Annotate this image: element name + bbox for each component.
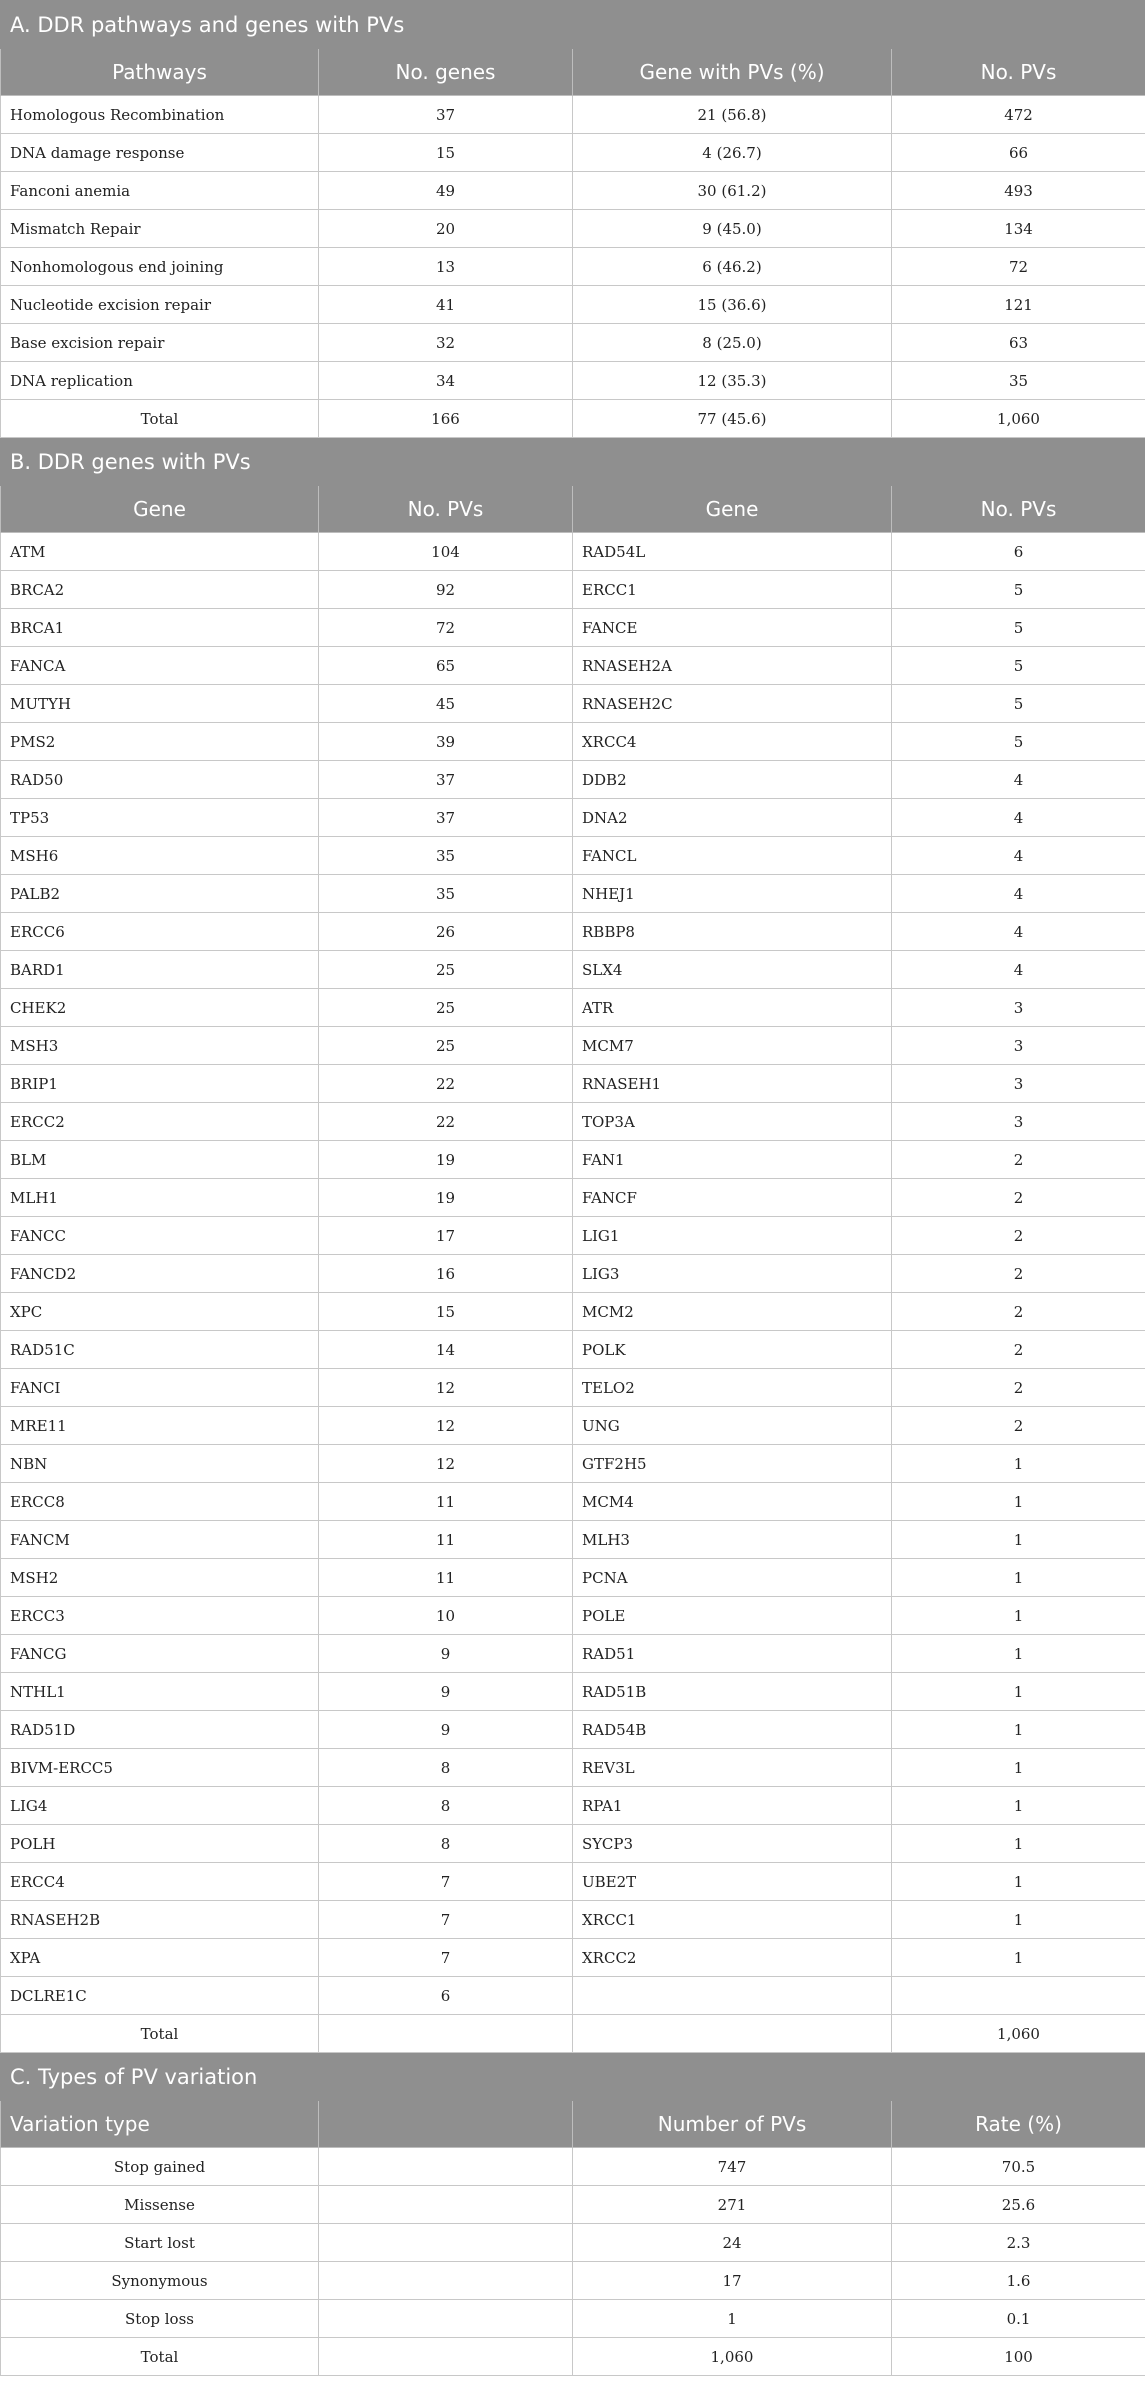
- table-cell: 17: [319, 1217, 573, 1255]
- table-cell: 1,060: [573, 2338, 892, 2376]
- table-cell: 6: [892, 533, 1145, 571]
- table-cell: ATR: [573, 989, 892, 1027]
- section-c-header-row: [1, 2101, 1145, 2148]
- table-cell: ATM: [1, 533, 319, 571]
- table-cell: POLK: [573, 1331, 892, 1369]
- table-cell: 11: [319, 1483, 573, 1521]
- table-row: [1, 210, 1145, 248]
- table-cell: 1,060: [892, 400, 1145, 438]
- table-cell: RNASEH2A: [573, 647, 892, 685]
- table-cell: 6 (46.2): [573, 248, 892, 286]
- table-cell: Total: [1, 2338, 319, 2376]
- table-cell: 63: [892, 324, 1145, 362]
- table-cell: POLE: [573, 1597, 892, 1635]
- table-cell: [319, 2262, 573, 2300]
- table-cell: MCM4: [573, 1483, 892, 1521]
- table-cell: [319, 2148, 573, 2186]
- section-c-title: C. Types of PV variation: [1, 2053, 1145, 2101]
- table-cell: ERCC1: [573, 571, 892, 609]
- table-cell: 15: [319, 134, 573, 172]
- table-cell: [319, 2186, 573, 2224]
- table-cell: MSH6: [1, 837, 319, 875]
- table-cell: 2: [892, 1217, 1145, 1255]
- table-cell: 34: [319, 362, 573, 400]
- table-row: [1, 1331, 1145, 1369]
- table-cell: 12: [319, 1369, 573, 1407]
- table-cell: 35: [319, 837, 573, 875]
- table-row: [1, 1787, 1145, 1825]
- table-cell: 65: [319, 647, 573, 685]
- table-row: [1, 761, 1145, 799]
- table-cell: 2: [892, 1141, 1145, 1179]
- table-cell: PMS2: [1, 723, 319, 761]
- table-cell: UBE2T: [573, 1863, 892, 1901]
- table-cell: TP53: [1, 799, 319, 837]
- table-cell: Total: [1, 400, 319, 438]
- table-cell: 2: [892, 1179, 1145, 1217]
- table-cell: RBBP8: [573, 913, 892, 951]
- table-cell: 1: [892, 1635, 1145, 1673]
- table-cell: [573, 1977, 892, 2015]
- table-row: [1, 1977, 1145, 2015]
- table-row: [1, 533, 1145, 571]
- table-row: [1, 1521, 1145, 1559]
- table-row: [1, 875, 1145, 913]
- table-cell: RAD51C: [1, 1331, 319, 1369]
- table-cell: 100: [892, 2338, 1145, 2376]
- table-cell: 493: [892, 172, 1145, 210]
- table-cell: 3: [892, 1103, 1145, 1141]
- table-row: [1, 609, 1145, 647]
- table-cell: XRCC1: [573, 1901, 892, 1939]
- table-cell: 1: [892, 1749, 1145, 1787]
- table-row: [1, 1939, 1145, 1977]
- table-cell: 5: [892, 571, 1145, 609]
- table-cell: 19: [319, 1179, 573, 1217]
- section-b-column-header: No. PVs: [319, 486, 573, 533]
- table-cell: 1: [892, 1483, 1145, 1521]
- table-row: [1, 1255, 1145, 1293]
- section-a-column-header: Gene with PVs (%): [573, 49, 892, 96]
- table-cell: TOP3A: [573, 1103, 892, 1141]
- table-cell: FANCF: [573, 1179, 892, 1217]
- table-cell: LIG4: [1, 1787, 319, 1825]
- table-cell: 5: [892, 685, 1145, 723]
- table-cell: FANCA: [1, 647, 319, 685]
- table-cell: [892, 1977, 1145, 2015]
- section-c-column-header: Rate (%): [892, 2101, 1145, 2148]
- table-cell: Missense: [1, 2186, 319, 2224]
- table-cell: DDB2: [573, 761, 892, 799]
- section-a-column-header: No. PVs: [892, 49, 1145, 96]
- table-cell: 19: [319, 1141, 573, 1179]
- table-cell: PALB2: [1, 875, 319, 913]
- table-cell: 2.3: [892, 2224, 1145, 2262]
- table-row: [1, 723, 1145, 761]
- table-cell: 1: [892, 1711, 1145, 1749]
- table-cell: 25: [319, 1027, 573, 1065]
- table-cell: 92: [319, 571, 573, 609]
- table-cell: 45: [319, 685, 573, 723]
- table-cell: RNASEH2B: [1, 1901, 319, 1939]
- table-cell: 72: [319, 609, 573, 647]
- table-cell: FANCL: [573, 837, 892, 875]
- table-cell: 49: [319, 172, 573, 210]
- table-cell: 11: [319, 1521, 573, 1559]
- table-cell: 41: [319, 286, 573, 324]
- section-b-title-row: [1, 438, 1145, 486]
- table-cell: 8 (25.0): [573, 324, 892, 362]
- table-cell: NTHL1: [1, 1673, 319, 1711]
- table-cell: RPA1: [573, 1787, 892, 1825]
- section-b-column-header: Gene: [573, 486, 892, 533]
- table-cell: 6: [319, 1977, 573, 2015]
- section-c-column-header: Variation type: [1, 2101, 319, 2148]
- table-cell: 22: [319, 1065, 573, 1103]
- section-b-column-header: No. PVs: [892, 486, 1145, 533]
- table-cell: 12 (35.3): [573, 362, 892, 400]
- table-cell: UNG: [573, 1407, 892, 1445]
- table-row: [1, 1635, 1145, 1673]
- table-cell: FANCE: [573, 609, 892, 647]
- table-cell: 1: [892, 1521, 1145, 1559]
- table-row: [1, 134, 1145, 172]
- section-c-total-row: [1, 2338, 1145, 2376]
- table-cell: 30 (61.2): [573, 172, 892, 210]
- table-cell: MSH3: [1, 1027, 319, 1065]
- table-cell: 134: [892, 210, 1145, 248]
- table-cell: MRE11: [1, 1407, 319, 1445]
- table-row: [1, 1673, 1145, 1711]
- table-cell: Total: [1, 2015, 319, 2053]
- table-cell: [319, 2300, 573, 2338]
- table-row: [1, 913, 1145, 951]
- table-cell: BRCA1: [1, 609, 319, 647]
- table-cell: 8: [319, 1749, 573, 1787]
- table-cell: 4: [892, 761, 1145, 799]
- table-cell: 3: [892, 1065, 1145, 1103]
- table-cell: BLM: [1, 1141, 319, 1179]
- table-cell: FANCI: [1, 1369, 319, 1407]
- section-b-header-row: [1, 486, 1145, 533]
- table-cell: 11: [319, 1559, 573, 1597]
- table-cell: 25: [319, 951, 573, 989]
- section-a-total-row: [1, 400, 1145, 438]
- table-cell: NHEJ1: [573, 875, 892, 913]
- table-cell: BIVM-ERCC5: [1, 1749, 319, 1787]
- table-cell: FANCM: [1, 1521, 319, 1559]
- table-cell: Nonhomologous end joining: [1, 248, 319, 286]
- table-cell: 1: [892, 1901, 1145, 1939]
- table-cell: MLH1: [1, 1179, 319, 1217]
- table-cell: 5: [892, 647, 1145, 685]
- table-cell: ERCC6: [1, 913, 319, 951]
- table-row: [1, 647, 1145, 685]
- table-row: [1, 951, 1145, 989]
- table-cell: Stop loss: [1, 2300, 319, 2338]
- table-cell: 5: [892, 609, 1145, 647]
- table-cell: 37: [319, 96, 573, 134]
- table-cell: 4 (26.7): [573, 134, 892, 172]
- section-c-column-header: Number of PVs: [573, 2101, 892, 2148]
- table-row: [1, 2224, 1145, 2262]
- table-cell: 2: [892, 1255, 1145, 1293]
- table-row: [1, 1559, 1145, 1597]
- table-cell: DNA replication: [1, 362, 319, 400]
- table-cell: 9 (45.0): [573, 210, 892, 248]
- table-cell: 35: [319, 875, 573, 913]
- table-row: [1, 362, 1145, 400]
- section-a-title-row: [1, 1, 1145, 49]
- table-cell: 72: [892, 248, 1145, 286]
- table-row: [1, 1711, 1145, 1749]
- table-row: [1, 1027, 1145, 1065]
- table-cell: 1: [892, 1597, 1145, 1635]
- table-cell: 32: [319, 324, 573, 362]
- table-cell: 25: [319, 989, 573, 1027]
- table-cell: 35: [892, 362, 1145, 400]
- table-cell: 9: [319, 1635, 573, 1673]
- table-cell: RNASEH2C: [573, 685, 892, 723]
- table-row: [1, 1749, 1145, 1787]
- table-row: [1, 685, 1145, 723]
- table-cell: Stop gained: [1, 2148, 319, 2186]
- table-cell: ERCC2: [1, 1103, 319, 1141]
- table-row: [1, 1901, 1145, 1939]
- table-cell: 12: [319, 1407, 573, 1445]
- table-cell: [319, 2224, 573, 2262]
- table-cell: FANCD2: [1, 1255, 319, 1293]
- table-cell: 26: [319, 913, 573, 951]
- table-row: [1, 1103, 1145, 1141]
- table-cell: 70.5: [892, 2148, 1145, 2186]
- table-cell: 16: [319, 1255, 573, 1293]
- table-cell: DNA2: [573, 799, 892, 837]
- table-cell: 1,060: [892, 2015, 1145, 2053]
- table-row: [1, 1141, 1145, 1179]
- table-cell: [319, 2015, 573, 2053]
- table-row: [1, 172, 1145, 210]
- table-cell: POLH: [1, 1825, 319, 1863]
- table-cell: 5: [892, 723, 1145, 761]
- table-cell: ERCC8: [1, 1483, 319, 1521]
- section-a-column-header: Pathways: [1, 49, 319, 96]
- table-cell: 747: [573, 2148, 892, 2186]
- table-cell: 15: [319, 1293, 573, 1331]
- table-row: [1, 1825, 1145, 1863]
- table-cell: MLH3: [573, 1521, 892, 1559]
- table-cell: 4: [892, 799, 1145, 837]
- table-row: [1, 1065, 1145, 1103]
- table-cell: RAD51B: [573, 1673, 892, 1711]
- table-cell: 7: [319, 1863, 573, 1901]
- table-cell: LIG3: [573, 1255, 892, 1293]
- table-cell: FANCC: [1, 1217, 319, 1255]
- table-cell: 121: [892, 286, 1145, 324]
- table-cell: 8: [319, 1825, 573, 1863]
- table-cell: 3: [892, 989, 1145, 1027]
- table-cell: 0.1: [892, 2300, 1145, 2338]
- table-cell: 15 (36.6): [573, 286, 892, 324]
- table-cell: MCM7: [573, 1027, 892, 1065]
- table-row: [1, 1369, 1145, 1407]
- table-cell: 3: [892, 1027, 1145, 1065]
- table-row: [1, 2262, 1145, 2300]
- section-b-title: B. DDR genes with PVs: [1, 438, 1145, 486]
- table-cell: BARD1: [1, 951, 319, 989]
- table-cell: 13: [319, 248, 573, 286]
- table-cell: CHEK2: [1, 989, 319, 1027]
- table-cell: Mismatch Repair: [1, 210, 319, 248]
- table-cell: 1: [892, 1673, 1145, 1711]
- table-cell: 104: [319, 533, 573, 571]
- table-cell: 77 (45.6): [573, 400, 892, 438]
- table-cell: 1: [892, 1939, 1145, 1977]
- table-cell: 1: [892, 1445, 1145, 1483]
- table-row: [1, 1863, 1145, 1901]
- table-cell: RAD54B: [573, 1711, 892, 1749]
- table-cell: 37: [319, 799, 573, 837]
- table-cell: 9: [319, 1711, 573, 1749]
- table-cell: 20: [319, 210, 573, 248]
- table-cell: PCNA: [573, 1559, 892, 1597]
- table-row: [1, 324, 1145, 362]
- table-cell: 22: [319, 1103, 573, 1141]
- table-cell: BRCA2: [1, 571, 319, 609]
- table-cell: 472: [892, 96, 1145, 134]
- table-cell: MUTYH: [1, 685, 319, 723]
- table-cell: 2: [892, 1369, 1145, 1407]
- table-cell: Homologous Recombination: [1, 96, 319, 134]
- table-cell: 7: [319, 1939, 573, 1977]
- table-cell: REV3L: [573, 1749, 892, 1787]
- section-a-column-header: No. genes: [319, 49, 573, 96]
- table-cell: XPC: [1, 1293, 319, 1331]
- table-cell: Start lost: [1, 2224, 319, 2262]
- section-c-title-row: [1, 2053, 1145, 2101]
- table-cell: [573, 2015, 892, 2053]
- table-cell: 21 (56.8): [573, 96, 892, 134]
- section-b-total-row: [1, 2015, 1145, 2053]
- table-cell: Base excision repair: [1, 324, 319, 362]
- table-cell: RAD51: [573, 1635, 892, 1673]
- table-row: [1, 837, 1145, 875]
- table-cell: DCLRE1C: [1, 1977, 319, 2015]
- table-cell: MSH2: [1, 1559, 319, 1597]
- table-cell: ERCC3: [1, 1597, 319, 1635]
- table-cell: 4: [892, 913, 1145, 951]
- table-cell: 2: [892, 1293, 1145, 1331]
- table-cell: NBN: [1, 1445, 319, 1483]
- table-cell: 1: [892, 1787, 1145, 1825]
- table-cell: Synonymous: [1, 2262, 319, 2300]
- table-cell: 4: [892, 837, 1145, 875]
- table-cell: 24: [573, 2224, 892, 2262]
- table-cell: 66: [892, 134, 1145, 172]
- table-cell: 8: [319, 1787, 573, 1825]
- table-cell: XRCC4: [573, 723, 892, 761]
- table-cell: 2: [892, 1331, 1145, 1369]
- table-cell: 1: [892, 1825, 1145, 1863]
- table-cell: 271: [573, 2186, 892, 2224]
- table-cell: 2: [892, 1407, 1145, 1445]
- table-cell: 25.6: [892, 2186, 1145, 2224]
- table-cell: 7: [319, 1901, 573, 1939]
- table-cell: 12: [319, 1445, 573, 1483]
- table-row: [1, 989, 1145, 1027]
- table-cell: SYCP3: [573, 1825, 892, 1863]
- table-row: [1, 2186, 1145, 2224]
- table-cell: 37: [319, 761, 573, 799]
- table-cell: DNA damage response: [1, 134, 319, 172]
- table-cell: 39: [319, 723, 573, 761]
- table-cell: MCM2: [573, 1293, 892, 1331]
- table-row: [1, 1445, 1145, 1483]
- table-cell: BRIP1: [1, 1065, 319, 1103]
- table-cell: ERCC4: [1, 1863, 319, 1901]
- table-cell: FANCG: [1, 1635, 319, 1673]
- table-cell: 10: [319, 1597, 573, 1635]
- table-row: [1, 2300, 1145, 2338]
- table-cell: 1: [892, 1559, 1145, 1597]
- table-row: [1, 799, 1145, 837]
- table-row: [1, 1217, 1145, 1255]
- table-cell: XRCC2: [573, 1939, 892, 1977]
- table-cell: FAN1: [573, 1141, 892, 1179]
- table-row: [1, 286, 1145, 324]
- table-cell: RAD54L: [573, 533, 892, 571]
- table-cell: RNASEH1: [573, 1065, 892, 1103]
- table-cell: 1: [892, 1863, 1145, 1901]
- table-cell: RAD51D: [1, 1711, 319, 1749]
- table-cell: Fanconi anemia: [1, 172, 319, 210]
- table-cell: GTF2H5: [573, 1445, 892, 1483]
- table-cell: SLX4: [573, 951, 892, 989]
- table-row: [1, 1597, 1145, 1635]
- table-cell: TELO2: [573, 1369, 892, 1407]
- table-row: [1, 1179, 1145, 1217]
- table-body: [1, 1, 1145, 2376]
- table-cell: 166: [319, 400, 573, 438]
- table-cell: 14: [319, 1331, 573, 1369]
- table-row: [1, 1483, 1145, 1521]
- table-cell: 1: [573, 2300, 892, 2338]
- section-a-header-row: [1, 49, 1145, 96]
- table-cell: 17: [573, 2262, 892, 2300]
- section-c-column-header: [319, 2101, 573, 2148]
- table-cell: [319, 2338, 573, 2376]
- section-a-title: A. DDR pathways and genes with PVs: [1, 1, 1145, 49]
- table-cell: 1.6: [892, 2262, 1145, 2300]
- table-row: [1, 248, 1145, 286]
- table-cell: 4: [892, 951, 1145, 989]
- table-cell: 9: [319, 1673, 573, 1711]
- table-row: [1, 2148, 1145, 2186]
- table-cell: 4: [892, 875, 1145, 913]
- table-cell: LIG1: [573, 1217, 892, 1255]
- table-row: [1, 1407, 1145, 1445]
- table-row: [1, 96, 1145, 134]
- table-cell: RAD50: [1, 761, 319, 799]
- section-b-column-header: Gene: [1, 486, 319, 533]
- table-row: [1, 1293, 1145, 1331]
- table-cell: XPA: [1, 1939, 319, 1977]
- table-cell: Nucleotide excision repair: [1, 286, 319, 324]
- table-row: [1, 571, 1145, 609]
